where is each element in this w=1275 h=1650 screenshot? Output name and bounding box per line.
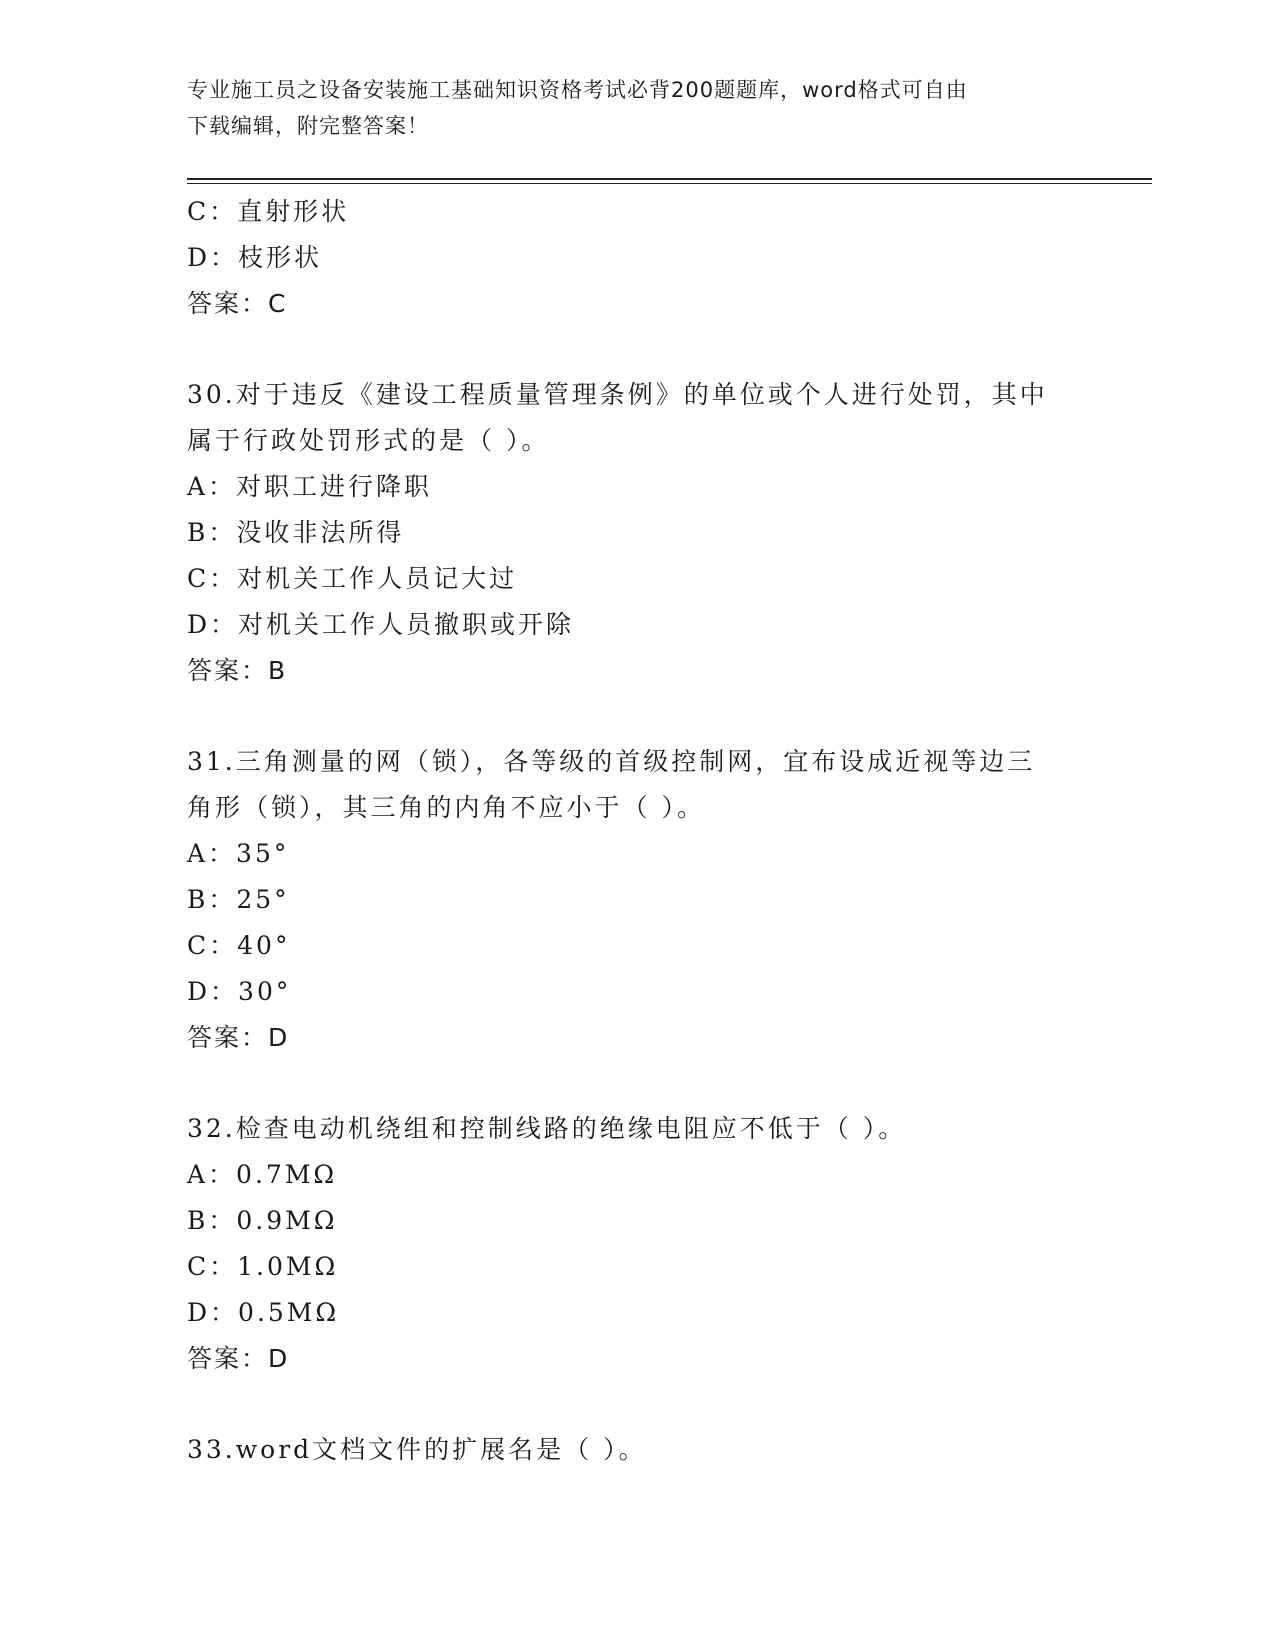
option-c: C：40°: [187, 931, 291, 960]
question-block-32: [187, 1106, 1087, 1382]
header-divider-thick: [187, 178, 1152, 180]
option-a: A：0.7MΩ: [187, 1160, 338, 1189]
question-block-30: [187, 372, 1087, 694]
question-stem-line-2: 属于行政处罚形式的是（ ）。: [187, 426, 550, 455]
option-c: C：1.0MΩ: [187, 1252, 339, 1281]
question-list: [187, 189, 1087, 1473]
question-stem-line-1: 32.检查电动机绕组和控制线路的绝缘电阻应不低于（ ）。: [187, 1114, 907, 1143]
question-stem-line-1: 33.word文档文件的扩展名是（ ）。: [187, 1435, 647, 1464]
answer-line: 答案：D: [187, 1023, 290, 1052]
option-b: B：0.9MΩ: [187, 1206, 338, 1235]
question-stem-line-1: 30.对于违反《建设工程质量管理条例》的单位或个人进行处罚，其中: [187, 380, 1048, 409]
question-stem-line-1: 31.三角测量的网（锁），各等级的首级控制网，宜布设成近视等边三: [187, 747, 1036, 776]
option-d: D：枝形状: [187, 243, 323, 272]
question-block-29: [187, 189, 1087, 327]
answer-line: 答案：D: [187, 1344, 290, 1373]
header-line-1: 专业施工员之设备安装施工基础知识资格考试必背200题题库，word格式可自由: [187, 78, 968, 102]
option-d: D：对机关工作人员撤职或开除: [187, 610, 575, 639]
option-c: C：对机关工作人员记大过: [187, 564, 518, 593]
question-block-31: [187, 739, 1087, 1061]
header-divider-thin: [187, 183, 1152, 184]
question-block-33: [187, 1427, 1087, 1473]
option-a: A：35°: [187, 839, 290, 868]
option-c: C：直射形状: [187, 197, 350, 226]
question-stem-line-2: 角形（锁），其三角的内角不应小于（ ）。: [187, 793, 705, 822]
option-d: D：0.5MΩ: [187, 1298, 340, 1327]
option-b: B：25°: [187, 885, 290, 914]
option-b: B：没收非法所得: [187, 518, 405, 547]
option-a: A：对职工进行降职: [187, 472, 433, 501]
answer-line: 答案：C: [187, 289, 288, 318]
header-line-2: 下载编辑，附完整答案！: [187, 114, 429, 138]
document-header: [187, 72, 1087, 144]
answer-line: 答案：B: [187, 656, 288, 685]
option-d: D：30°: [187, 977, 292, 1006]
